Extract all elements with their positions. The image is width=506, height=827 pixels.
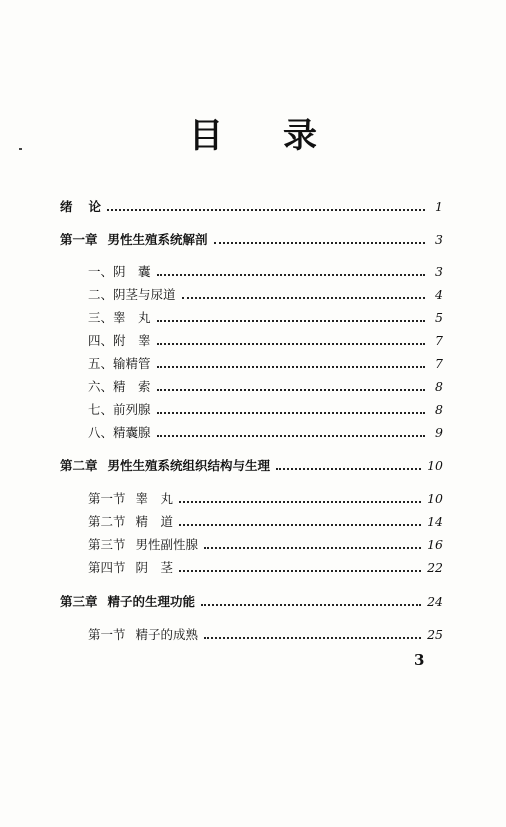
dot-leader [201, 603, 421, 606]
toc-entry-label [88, 558, 173, 576]
dot-leader [157, 411, 425, 414]
toc-entry-title: 精子的成熟 [135, 627, 199, 642]
dot-leader [214, 241, 425, 244]
toc-entry-page: 7 [435, 356, 443, 371]
toc-section-entry[interactable] [88, 285, 443, 303]
toc-entry-title: 精 道 [135, 514, 174, 529]
toc-entry-title: 阴 茎 [135, 560, 174, 575]
toc-section-entry[interactable] [88, 558, 443, 576]
toc-entry-page: 3 [435, 232, 443, 247]
toc-entry-title: 男性生殖系统解剖 [107, 232, 208, 247]
toc-entry-label [88, 535, 198, 553]
toc-section-entry[interactable] [88, 423, 443, 441]
dot-leader [179, 500, 421, 503]
toc-entry-number: 第二章 [60, 458, 98, 473]
toc-entry-page: 22 [427, 560, 443, 575]
dot-leader [157, 342, 425, 345]
toc-entry-page: 10 [427, 491, 443, 506]
toc-section-entry[interactable] [88, 535, 443, 553]
toc-entry-page: 9 [435, 425, 443, 440]
toc-entry-number: 第三章 [60, 594, 98, 609]
toc-entry-page: 1 [435, 199, 443, 214]
toc-entry-label [88, 331, 151, 349]
toc-chapter-entry[interactable] [60, 456, 443, 474]
toc-entry-title: 四、附 睾 [88, 333, 151, 348]
toc-entry-label [60, 592, 195, 610]
toc-entry-label [88, 354, 151, 372]
toc-entry-number: 第一节 [88, 627, 126, 642]
toc-section-entry[interactable] [88, 354, 443, 372]
toc-entry-number: 第二节 [88, 514, 126, 529]
toc-entry-title: 男性副性腺 [135, 537, 199, 552]
title-char-1: 目 [189, 116, 223, 156]
toc-entry-label [88, 377, 151, 395]
toc-entry-page: 14 [427, 514, 443, 529]
toc-entry-title: 六、精 索 [88, 379, 151, 394]
dot-leader [157, 388, 425, 391]
toc-chapter-entry[interactable] [60, 230, 443, 248]
toc-entry-title: 论 [88, 199, 102, 214]
toc-section-entry[interactable] [88, 331, 443, 349]
toc-entry-label [88, 423, 151, 441]
toc-entry-title: 三、睾 丸 [88, 310, 151, 325]
dot-leader [107, 208, 425, 211]
toc-entry-page: 25 [427, 627, 443, 642]
dot-leader [182, 296, 425, 299]
dot-leader [204, 546, 421, 549]
toc-chapter-entry[interactable] [60, 592, 443, 610]
toc-section-entry[interactable] [88, 377, 443, 395]
toc-entry-title: 七、前列腺 [88, 402, 151, 417]
dot-leader [276, 467, 421, 470]
dot-leader [179, 569, 421, 572]
page-title [0, 108, 506, 157]
toc-entry-label [88, 512, 173, 530]
toc-entry-page: 16 [427, 537, 443, 552]
toc-entry-title: 男性生殖系统组织结构与生理 [107, 458, 271, 473]
page-number: 3 [414, 651, 425, 669]
toc-entry-title: 二、阴茎与尿道 [88, 287, 176, 302]
toc-section-entry[interactable] [88, 625, 443, 643]
toc-section-entry[interactable] [88, 308, 443, 326]
toc-entry-number: 第四节 [88, 560, 126, 575]
toc-section-entry[interactable] [88, 262, 443, 280]
toc-entry-number: 第一章 [60, 232, 98, 247]
toc-entry-title: 一、阴 囊 [88, 264, 151, 279]
dot-leader [157, 365, 425, 368]
toc-entry-label [88, 262, 151, 280]
toc-entry-page: 10 [427, 458, 443, 473]
toc-chapter-entry[interactable] [60, 197, 443, 215]
toc-section-entry[interactable] [88, 489, 443, 507]
toc-entry-page: 5 [435, 310, 443, 325]
toc-entry-label [88, 489, 173, 507]
toc-entry-title: 睾 丸 [135, 491, 174, 506]
toc-entry-label [60, 456, 270, 474]
toc-entry-page: 24 [427, 594, 443, 609]
dot-leader [179, 523, 421, 526]
toc-entry-label [88, 625, 198, 643]
toc-entry-label [88, 308, 151, 326]
toc-entry-label [88, 285, 176, 303]
toc-entry-label [60, 230, 208, 248]
toc-entry-label [88, 400, 151, 418]
toc-entry-number: 绪 [60, 199, 73, 214]
dot-leader [157, 434, 425, 437]
toc-section-entry[interactable] [88, 400, 443, 418]
title-char-2: 录 [283, 116, 317, 156]
toc-entry-page: 7 [435, 333, 443, 348]
toc-entry-label [60, 197, 101, 215]
toc-entry-title: 精子的生理功能 [107, 594, 196, 609]
dot-leader [157, 319, 425, 322]
toc-entry-number: 第一节 [88, 491, 126, 506]
dot-leader [157, 273, 425, 276]
toc-entry-title: 八、精囊腺 [88, 425, 151, 440]
toc-entry-page: 8 [435, 402, 443, 417]
toc-entry-number: 第三节 [88, 537, 126, 552]
dot-leader [204, 636, 421, 639]
toc-entry-page: 4 [435, 287, 443, 302]
toc-entry-title: 五、输精管 [88, 356, 151, 371]
toc-entry-page: 3 [435, 264, 443, 279]
ink-speck [19, 148, 22, 150]
toc-entry-page: 8 [435, 379, 443, 394]
toc-section-entry[interactable] [88, 512, 443, 530]
